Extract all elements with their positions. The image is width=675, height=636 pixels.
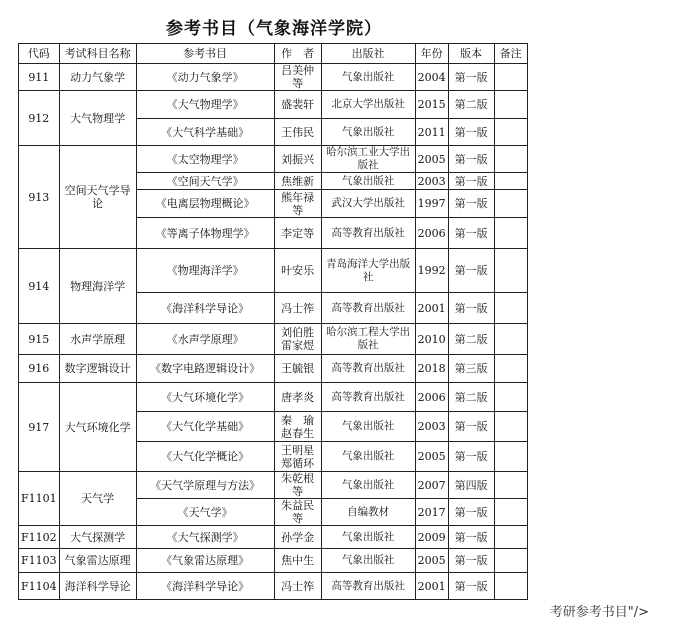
cell-note bbox=[494, 190, 527, 218]
cell-edition: 第四版 bbox=[448, 472, 494, 499]
cell-year: 1997 bbox=[415, 190, 448, 218]
cell-book: 《数字电路逻辑设计》 bbox=[136, 355, 274, 383]
reference-books-table bbox=[18, 43, 528, 600]
cell-author: 唐孝炎 bbox=[274, 383, 321, 412]
cell-edition: 第一版 bbox=[448, 499, 494, 526]
header-year: 年份 bbox=[415, 44, 448, 64]
cell-publisher: 北京大学出版社 bbox=[321, 91, 415, 119]
cell-edition: 第一版 bbox=[448, 573, 494, 600]
cell-author: 朱益民等 bbox=[274, 499, 321, 526]
cell-year: 2003 bbox=[415, 173, 448, 190]
cell-author: 孙学金 bbox=[274, 526, 321, 549]
table-row bbox=[19, 526, 528, 549]
header-book: 参考书目 bbox=[136, 44, 274, 64]
cell-edition: 第一版 bbox=[448, 218, 494, 249]
cell-edition: 第一版 bbox=[448, 190, 494, 218]
cell-year: 2006 bbox=[415, 218, 448, 249]
cell-publisher: 气象出版社 bbox=[321, 549, 415, 573]
cell-note bbox=[494, 324, 527, 355]
cell-author: 王毓银 bbox=[274, 355, 321, 383]
cell-subject: 物理海洋学 bbox=[59, 249, 136, 324]
cell-year: 2001 bbox=[415, 573, 448, 600]
cell-year: 2004 bbox=[415, 64, 448, 91]
cell-publisher: 青岛海洋大学出版社 bbox=[321, 249, 415, 293]
cell-note bbox=[494, 218, 527, 249]
cell-book: 《空间天气学》 bbox=[136, 173, 274, 190]
cell-subject: 气象雷达原理 bbox=[59, 549, 136, 573]
cell-note bbox=[494, 293, 527, 324]
cell-year: 2015 bbox=[415, 91, 448, 119]
table-row bbox=[19, 146, 528, 173]
cell-note bbox=[494, 412, 527, 442]
cell-publisher: 气象出版社 bbox=[321, 173, 415, 190]
cell-code: F1101 bbox=[19, 472, 60, 526]
cell-note bbox=[494, 64, 527, 91]
cell-author: 冯士筰 bbox=[274, 293, 321, 324]
cell-edition: 第二版 bbox=[448, 324, 494, 355]
cell-note bbox=[494, 499, 527, 526]
cell-book: 《海洋科学导论》 bbox=[136, 573, 274, 600]
cell-year: 2011 bbox=[415, 119, 448, 146]
cell-subject: 数字逻辑设计 bbox=[59, 355, 136, 383]
cell-year: 2010 bbox=[415, 324, 448, 355]
cell-book: 《动力气象学》 bbox=[136, 64, 274, 91]
cell-code: 914 bbox=[19, 249, 60, 324]
cell-year: 2018 bbox=[415, 355, 448, 383]
cell-edition: 第一版 bbox=[448, 64, 494, 91]
cell-book: 《太空物理学》 bbox=[136, 146, 274, 173]
header-subject: 考试科目名称 bbox=[59, 44, 136, 64]
cell-author: 熊年禄等 bbox=[274, 190, 321, 218]
cell-author: 朱乾根等 bbox=[274, 472, 321, 499]
cell-author: 刘振兴 bbox=[274, 146, 321, 173]
cell-author: 冯士筰 bbox=[274, 573, 321, 600]
cell-author: 王伟民 bbox=[274, 119, 321, 146]
header-code: 代码 bbox=[19, 44, 60, 64]
cell-book: 《大气环境化学》 bbox=[136, 383, 274, 412]
cell-edition: 第一版 bbox=[448, 293, 494, 324]
cell-edition: 第一版 bbox=[448, 119, 494, 146]
header-note: 备注 bbox=[494, 44, 527, 64]
cell-publisher: 哈尔滨工业大学出版社 bbox=[321, 146, 415, 173]
header-author: 作 者 bbox=[274, 44, 321, 64]
cell-note bbox=[494, 249, 527, 293]
cell-year: 2007 bbox=[415, 472, 448, 499]
cell-book: 《大气物理学》 bbox=[136, 91, 274, 119]
cell-publisher: 高等教育出版社 bbox=[321, 355, 415, 383]
cell-note bbox=[494, 146, 527, 173]
cell-subject: 空间天气学导论 bbox=[59, 146, 136, 249]
cell-publisher: 气象出版社 bbox=[321, 412, 415, 442]
cell-subject: 动力气象学 bbox=[59, 64, 136, 91]
cell-author: 刘伯胜 雷家煜 bbox=[274, 324, 321, 355]
cell-author: 秦 瑜 赵春生 bbox=[274, 412, 321, 442]
cell-note bbox=[494, 472, 527, 499]
cell-code: 913 bbox=[19, 146, 60, 249]
cell-publisher: 气象出版社 bbox=[321, 119, 415, 146]
cell-note bbox=[494, 355, 527, 383]
cell-book: 《等离子体物理学》 bbox=[136, 218, 274, 249]
cell-publisher: 气象出版社 bbox=[321, 526, 415, 549]
cell-publisher: 哈尔滨工程大学出版社 bbox=[321, 324, 415, 355]
cell-publisher: 高等教育出版社 bbox=[321, 218, 415, 249]
footer-text: 考研参考书目"/> bbox=[549, 605, 649, 620]
table-row bbox=[19, 91, 528, 119]
cell-author: 李定等 bbox=[274, 218, 321, 249]
cell-edition: 第三版 bbox=[448, 355, 494, 383]
cell-subject: 大气物理学 bbox=[59, 91, 136, 146]
cell-note bbox=[494, 91, 527, 119]
cell-publisher: 高等教育出版社 bbox=[321, 383, 415, 412]
cell-year: 2003 bbox=[415, 412, 448, 442]
cell-book: 《大气探测学》 bbox=[136, 526, 274, 549]
cell-edition: 第一版 bbox=[448, 173, 494, 190]
table-row bbox=[19, 355, 528, 383]
header-publisher: 出版社 bbox=[321, 44, 415, 64]
table-row bbox=[19, 383, 528, 412]
cell-year: 2001 bbox=[415, 293, 448, 324]
cell-publisher: 高等教育出版社 bbox=[321, 573, 415, 600]
cell-edition: 第一版 bbox=[448, 412, 494, 442]
table-body bbox=[19, 64, 528, 600]
cell-edition: 第一版 bbox=[448, 442, 494, 472]
cell-subject: 大气环境化学 bbox=[59, 383, 136, 472]
table-row bbox=[19, 472, 528, 499]
cell-publisher: 高等教育出版社 bbox=[321, 293, 415, 324]
cell-author: 叶安乐 bbox=[274, 249, 321, 293]
cell-book: 《天气学》 bbox=[136, 499, 274, 526]
cell-author: 吕美仲等 bbox=[274, 64, 321, 91]
cell-year: 2005 bbox=[415, 146, 448, 173]
cell-year: 1992 bbox=[415, 249, 448, 293]
cell-book: 《气象雷达原理》 bbox=[136, 549, 274, 573]
cell-code: F1103 bbox=[19, 549, 60, 573]
cell-author: 王明星 郑循环 bbox=[274, 442, 321, 472]
cell-book: 《海洋科学导论》 bbox=[136, 293, 274, 324]
table-row bbox=[19, 249, 528, 293]
cell-edition: 第二版 bbox=[448, 91, 494, 119]
cell-book: 《电离层物理概论》 bbox=[136, 190, 274, 218]
table-row bbox=[19, 64, 528, 91]
cell-note bbox=[494, 526, 527, 549]
table-row bbox=[19, 549, 528, 573]
cell-code: F1102 bbox=[19, 526, 60, 549]
cell-year: 2017 bbox=[415, 499, 448, 526]
cell-code: 915 bbox=[19, 324, 60, 355]
cell-book: 《大气化学基础》 bbox=[136, 412, 274, 442]
cell-edition: 第一版 bbox=[448, 526, 494, 549]
cell-year: 2005 bbox=[415, 442, 448, 472]
cell-year: 2006 bbox=[415, 383, 448, 412]
cell-note bbox=[494, 119, 527, 146]
cell-subject: 海洋科学导论 bbox=[59, 573, 136, 600]
cell-book: 《物理海洋学》 bbox=[136, 249, 274, 293]
table-row bbox=[19, 324, 528, 355]
cell-subject: 大气探测学 bbox=[59, 526, 136, 549]
cell-edition: 第一版 bbox=[448, 146, 494, 173]
cell-note bbox=[494, 573, 527, 600]
cell-publisher: 气象出版社 bbox=[321, 442, 415, 472]
cell-code: 911 bbox=[19, 64, 60, 91]
cell-note bbox=[494, 173, 527, 190]
cell-code: 912 bbox=[19, 91, 60, 146]
cell-note bbox=[494, 442, 527, 472]
cell-code: 917 bbox=[19, 383, 60, 472]
cell-book: 《大气科学基础》 bbox=[136, 119, 274, 146]
cell-code: F1104 bbox=[19, 573, 60, 600]
cell-subject: 天气学 bbox=[59, 472, 136, 526]
cell-book: 《大气化学概论》 bbox=[136, 442, 274, 472]
cell-author: 焦中生 bbox=[274, 549, 321, 573]
cell-publisher: 自编教材 bbox=[321, 499, 415, 526]
cell-publisher: 气象出版社 bbox=[321, 472, 415, 499]
cell-note bbox=[494, 383, 527, 412]
cell-edition: 第一版 bbox=[448, 249, 494, 293]
cell-edition: 第二版 bbox=[448, 383, 494, 412]
cell-year: 2009 bbox=[415, 526, 448, 549]
cell-code: 916 bbox=[19, 355, 60, 383]
header-row bbox=[19, 44, 528, 64]
cell-book: 《水声学原理》 bbox=[136, 324, 274, 355]
table-row bbox=[19, 573, 528, 600]
cell-book: 《天气学原理与方法》 bbox=[136, 472, 274, 499]
cell-subject: 水声学原理 bbox=[59, 324, 136, 355]
cell-year: 2005 bbox=[415, 549, 448, 573]
cell-note bbox=[494, 549, 527, 573]
page-title: 参考书目（气象海洋学院） bbox=[166, 19, 382, 39]
cell-publisher: 武汉大学出版社 bbox=[321, 190, 415, 218]
cell-author: 盛裴轩 bbox=[274, 91, 321, 119]
cell-edition: 第一版 bbox=[448, 549, 494, 573]
cell-author: 焦维新 bbox=[274, 173, 321, 190]
header-edition: 版本 bbox=[448, 44, 494, 64]
cell-publisher: 气象出版社 bbox=[321, 64, 415, 91]
